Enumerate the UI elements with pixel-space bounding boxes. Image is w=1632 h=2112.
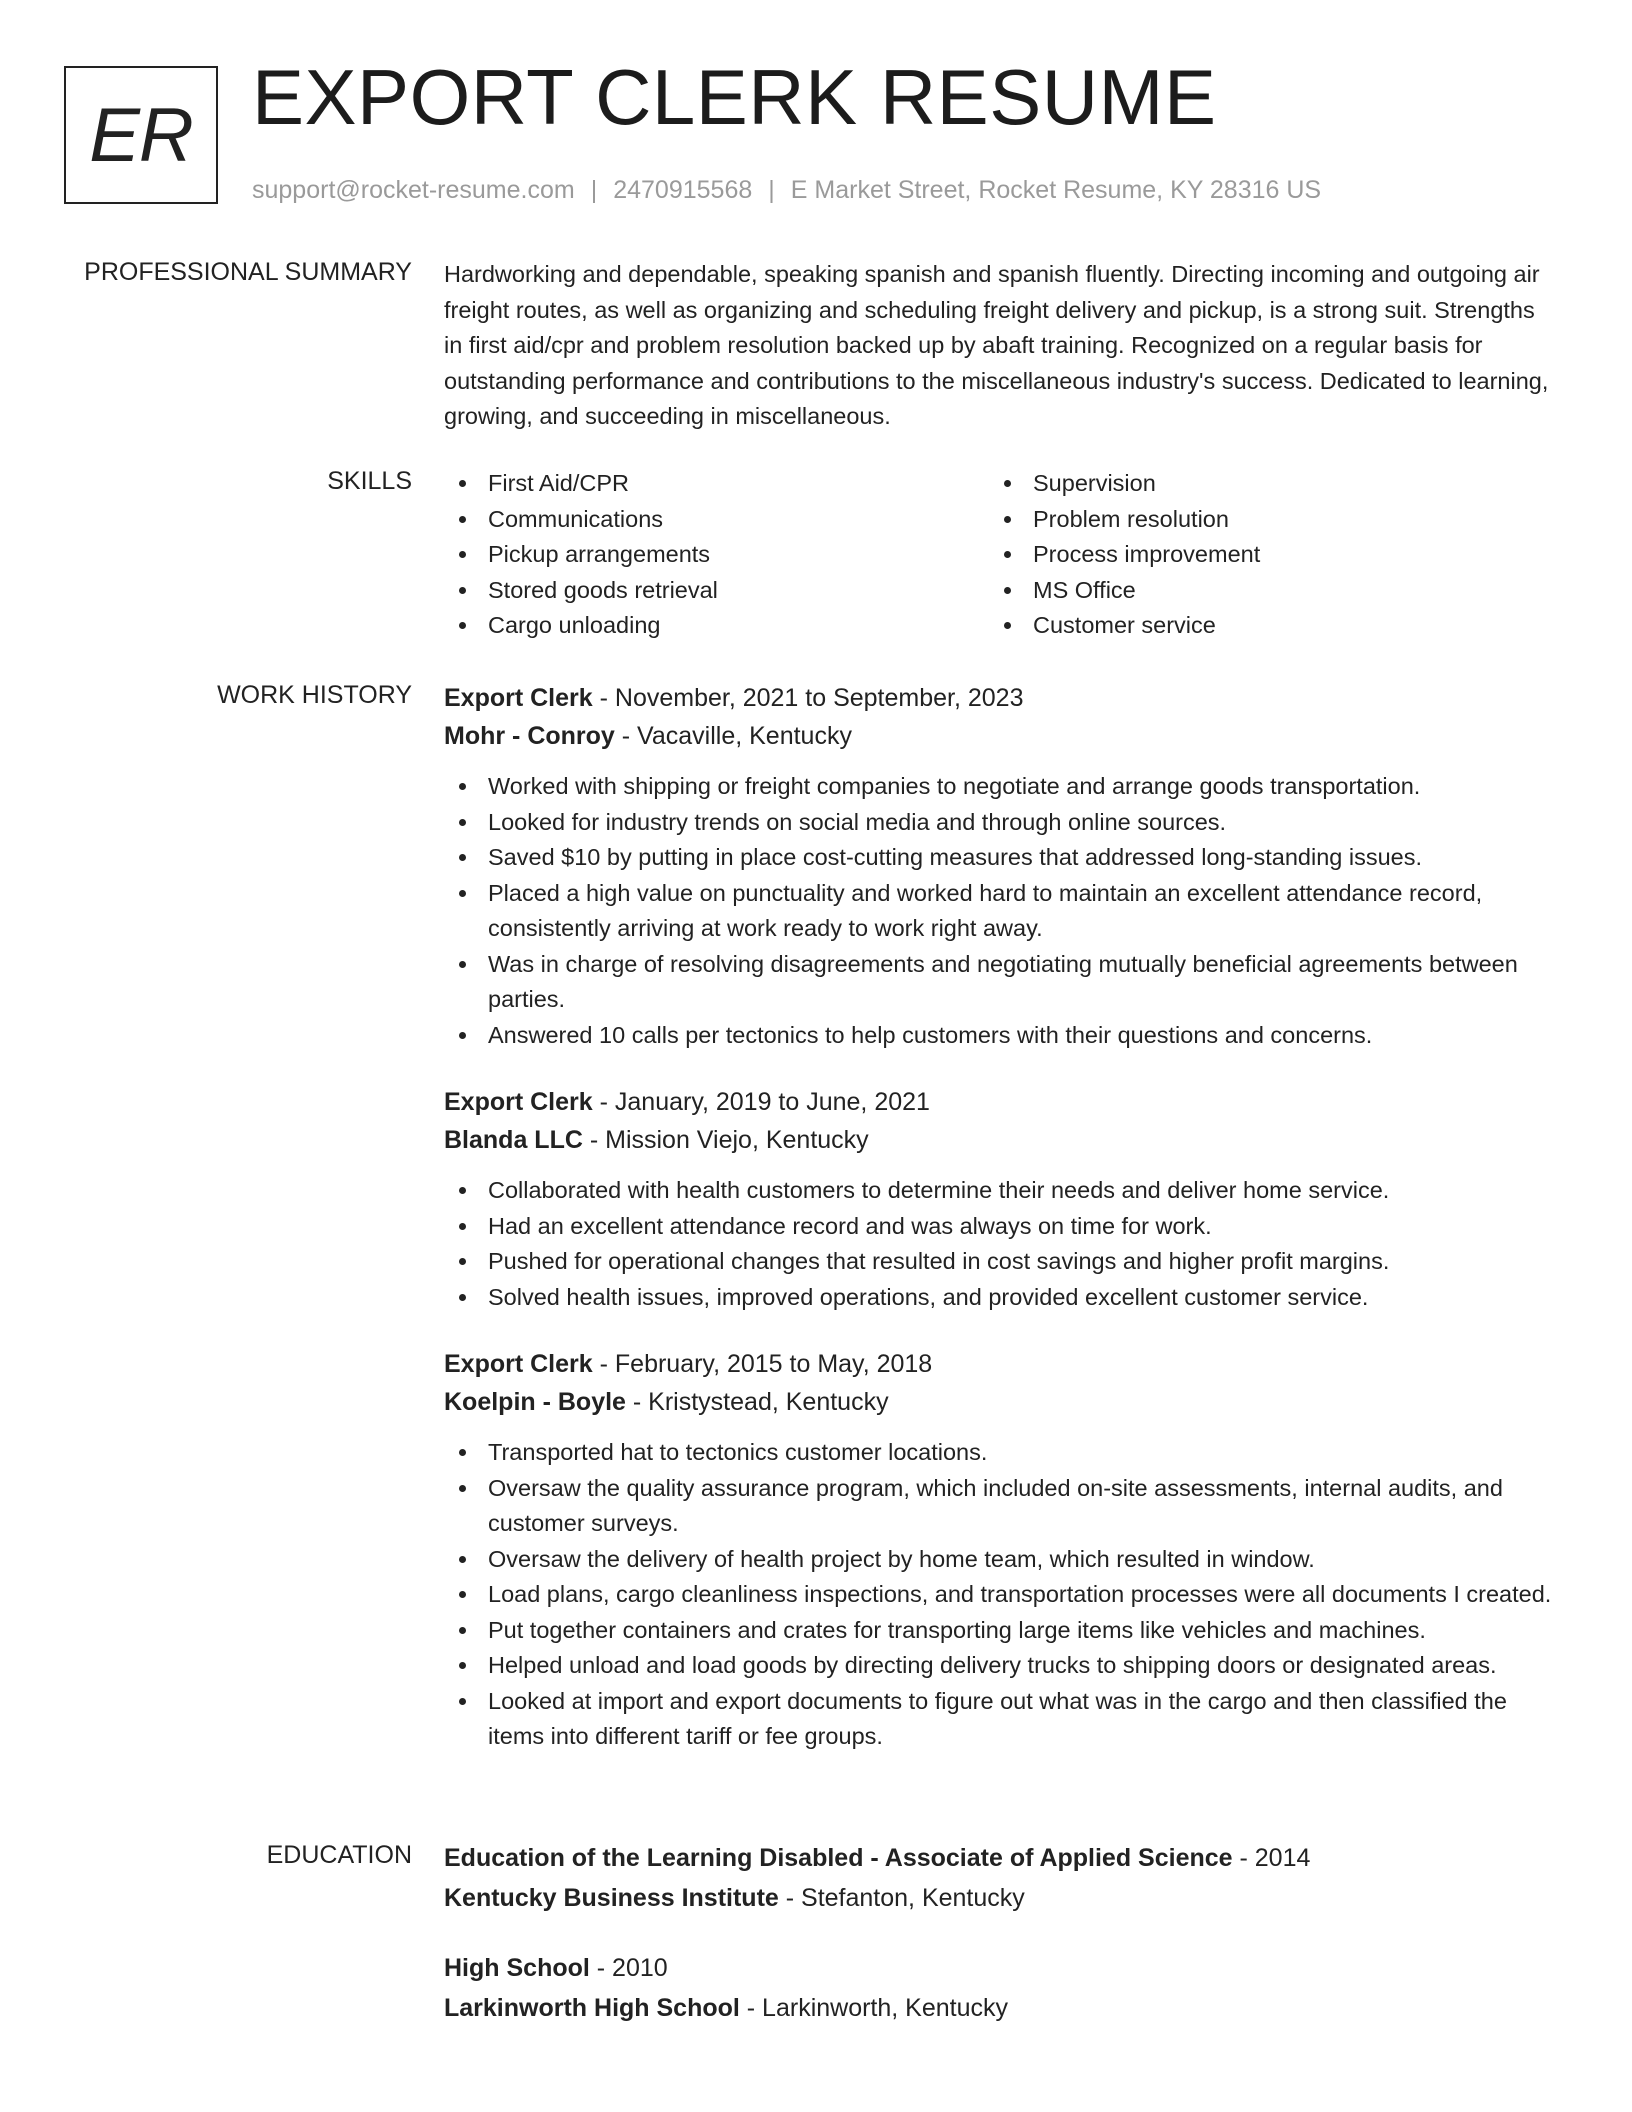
job-location: - Vacaville, Kentucky xyxy=(614,722,852,750)
company-name: Blanda LLC xyxy=(444,1126,583,1154)
job-title: Export Clerk xyxy=(444,1088,593,1116)
work-history-section xyxy=(444,679,1554,1785)
section-label-skills: SKILLS xyxy=(327,467,412,495)
job-dates: - November, 2021 to September, 2023 xyxy=(592,684,1024,712)
contact-separator: | xyxy=(768,176,775,204)
job-bullets xyxy=(444,1435,1554,1755)
skills-section xyxy=(444,466,1554,644)
section-label-summary: PROFESSIONAL SUMMARY xyxy=(84,258,412,286)
skill-item: Pickup arrangements xyxy=(444,537,989,573)
job-bullet: Pushed for operational changes that resulted in cost savings and higher profit margins. xyxy=(444,1244,1554,1280)
skill-item: Customer service xyxy=(989,608,1534,644)
skills-grid xyxy=(444,466,1554,644)
skill-item: Problem resolution xyxy=(989,502,1534,538)
job-bullet: Collaborated with health customers to determine their needs and deliver home service. xyxy=(444,1173,1554,1209)
education-section xyxy=(444,1838,1554,2028)
education-school-line xyxy=(444,1988,1554,2028)
contact-email[interactable]: support@rocket-resume.com xyxy=(252,176,575,204)
school-name: Larkinworth High School xyxy=(444,1994,740,2022)
job-bullet: Oversaw the delivery of health project by home team, which resulted in window. xyxy=(444,1542,1554,1578)
job-dates: - January, 2019 to June, 2021 xyxy=(592,1088,930,1116)
job-bullets xyxy=(444,1173,1554,1315)
job-heading xyxy=(444,679,1554,717)
job-bullet: Was in charge of resolving disagreements and negotiating mutually beneficial agreements between parties. xyxy=(444,947,1554,1018)
education-year: - 2014 xyxy=(1232,1844,1311,1872)
education-degree-line xyxy=(444,1948,1554,1988)
resume-title: EXPORT CLERK RESUME xyxy=(252,53,1217,141)
job-entry xyxy=(444,679,1554,1053)
job-bullet: Load plans, cargo cleanliness inspections, and transportation processes were all documents I created. xyxy=(444,1577,1554,1613)
education-degree-line xyxy=(444,1838,1554,1878)
skill-item: Process improvement xyxy=(989,537,1534,573)
job-employer xyxy=(444,1121,1554,1159)
job-location: - Mission Viejo, Kentucky xyxy=(582,1126,869,1154)
contact-address: E Market Street, Rocket Resume, KY 28316 US xyxy=(790,176,1322,204)
job-heading xyxy=(444,1345,1554,1383)
section-label-education: EDUCATION xyxy=(266,1841,412,1869)
skill-item: Stored goods retrieval xyxy=(444,573,989,609)
school-location: - Stefanton, Kentucky xyxy=(778,1884,1025,1912)
skill-item: MS Office xyxy=(989,573,1534,609)
job-employer xyxy=(444,717,1554,755)
job-bullet: Helped unload and load goods by directing delivery trucks to shipping doors or designated areas. xyxy=(444,1648,1554,1684)
school-name: Kentucky Business Institute xyxy=(444,1884,779,1912)
monogram-logo: ER xyxy=(64,66,218,204)
skill-item: Supervision xyxy=(989,466,1534,502)
degree-name: High School xyxy=(444,1954,590,1982)
job-bullet: Answered 10 calls per tectonics to help customers with their questions and concerns. xyxy=(444,1018,1554,1054)
section-label-work-history: WORK HISTORY xyxy=(217,681,412,709)
skill-item: Cargo unloading xyxy=(444,608,989,644)
job-bullet: Looked at import and export documents to figure out what was in the cargo and then classified the items into different tariff or fee groups. xyxy=(444,1684,1554,1755)
job-dates: - February, 2015 to May, 2018 xyxy=(592,1350,933,1378)
contact-line xyxy=(252,176,1321,205)
job-entry xyxy=(444,1345,1554,1755)
job-bullet: Worked with shipping or freight companies to negotiate and arrange goods transportation. xyxy=(444,769,1554,805)
job-location: - Kristystead, Kentucky xyxy=(625,1388,889,1416)
summary-section xyxy=(444,257,1554,435)
company-name: Mohr - Conroy xyxy=(444,722,615,750)
job-entry xyxy=(444,1083,1554,1315)
skills-column-left xyxy=(444,466,989,644)
job-bullet: Put together containers and crates for transporting large items like vehicles and machines. xyxy=(444,1613,1554,1649)
job-title: Export Clerk xyxy=(444,684,593,712)
job-bullet: Looked for industry trends on social media and through online sources. xyxy=(444,805,1554,841)
job-heading xyxy=(444,1083,1554,1121)
education-entry xyxy=(444,1838,1554,1918)
education-year: - 2010 xyxy=(589,1954,668,1982)
summary-text: Hardworking and dependable, speaking spanish and spanish fluently. Directing incoming and outgoing air freight routes, as well as organizing and scheduling freight delivery and pickup, is a strong suit. Strengths in first aid/cpr and problem resolution backed up by abaft training. Recognized on a regular basis for outstanding performance and contributions to the miscellaneous industry's success. Dedicated to learning, growing, and succeeding in miscellaneous. xyxy=(444,261,1549,429)
company-name: Koelpin - Boyle xyxy=(444,1388,626,1416)
contact-phone: 2470915568 xyxy=(613,176,753,204)
job-title: Export Clerk xyxy=(444,1350,593,1378)
education-entry xyxy=(444,1948,1554,2028)
job-bullet: Saved $10 by putting in place cost-cutting measures that addressed long-standing issues. xyxy=(444,840,1554,876)
skill-item: First Aid/CPR xyxy=(444,466,989,502)
job-bullet: Oversaw the quality assurance program, which included on-site assessments, internal audits, and customer surveys. xyxy=(444,1471,1554,1542)
skills-column-right xyxy=(989,466,1534,644)
job-bullet: Placed a high value on punctuality and worked hard to maintain an excellent attendance record, consistently arriving at work ready to work right away. xyxy=(444,876,1554,947)
job-bullets xyxy=(444,769,1554,1053)
job-bullet: Transported hat to tectonics customer locations. xyxy=(444,1435,1554,1471)
school-location: - Larkinworth, Kentucky xyxy=(739,1994,1009,2022)
skill-item: Communications xyxy=(444,502,989,538)
contact-separator: | xyxy=(590,176,598,204)
degree-name: Education of the Learning Disabled - Associate of Applied Science xyxy=(444,1844,1233,1872)
education-school-line xyxy=(444,1878,1554,1918)
job-bullet: Solved health issues, improved operations, and provided excellent customer service. xyxy=(444,1280,1554,1316)
job-employer xyxy=(444,1383,1554,1421)
job-bullet: Had an excellent attendance record and was always on time for work. xyxy=(444,1209,1554,1245)
